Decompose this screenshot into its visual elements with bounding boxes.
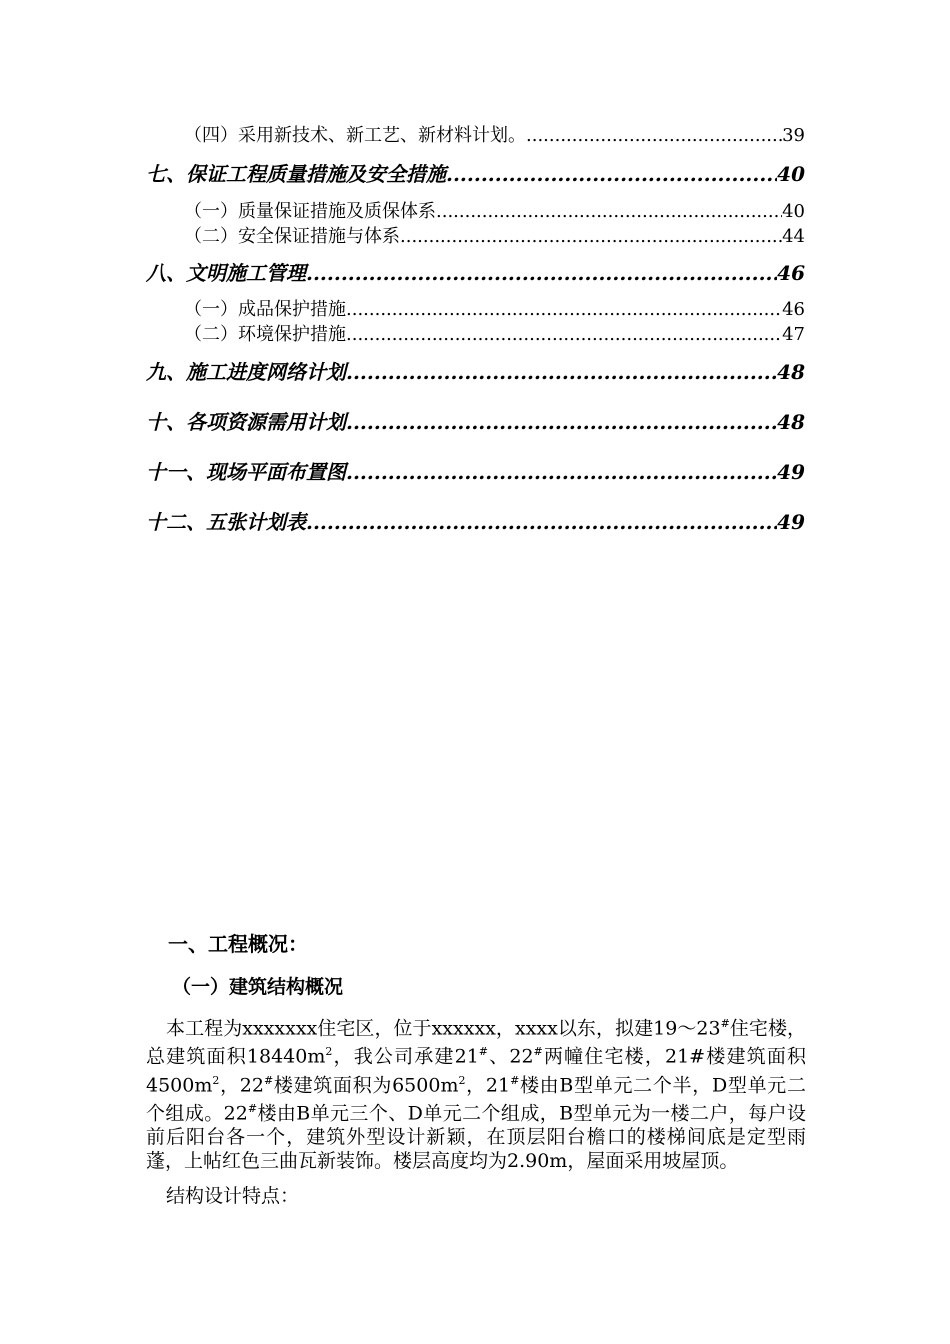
- toc-entry[interactable]: [146, 408, 805, 436]
- overview-paragraph: [146, 1012, 806, 1173]
- superscript: #: [510, 1073, 520, 1087]
- toc-entry[interactable]: [184, 323, 805, 347]
- text-run: 本工程为xxxxxxx住宅区，位于xxxxxx，xxxx以东，拟建19～23: [166, 1017, 721, 1040]
- toc-leader-dots: [346, 358, 777, 386]
- toc-entry[interactable]: [146, 160, 805, 188]
- toc-entry-page: 40: [782, 201, 805, 222]
- toc-entry-label: （二）环境保护措施: [184, 324, 346, 345]
- toc-leader-dots: [346, 298, 782, 322]
- toc-entry-label: （四）采用新技术、新工艺、新材料计划。: [184, 125, 526, 146]
- toc-entry-label: （一）质量保证措施及质保体系: [184, 201, 436, 222]
- toc-leader-dots: [306, 259, 777, 287]
- toc-entry-page: 48: [777, 360, 805, 384]
- toc-entry[interactable]: [184, 200, 805, 224]
- toc-leader-dots: [526, 124, 782, 148]
- toc-entry-label: 十二、五张计划表: [146, 510, 306, 534]
- toc-entry-page: 44: [782, 226, 805, 247]
- text-run: 、22: [488, 1045, 534, 1068]
- toc-entry-label: 十、各项资源需用计划: [146, 410, 346, 434]
- text-run: 楼由B单元三个、D单元二个组成，B型单元为一楼二户，每户设前后阳台各一个，建筑外型设计新颖，在顶层阳台檐口的楼梯间底是定型雨蓬，上帖红色三曲瓦新装饰。楼层高度均为2.90m，屋面采用坡屋顶。: [146, 1102, 806, 1173]
- superscript: 2: [325, 1045, 333, 1059]
- superscript: #: [247, 1101, 258, 1115]
- superscript: 2: [212, 1073, 220, 1087]
- text-run: 两幢住宅楼，21#楼建筑面积4500m: [146, 1045, 806, 1096]
- toc-entry-page: 47: [782, 324, 805, 345]
- structure-features-paragraph: 结构设计特点：: [166, 1185, 300, 1207]
- toc-entry[interactable]: [146, 259, 805, 287]
- toc-entry-label: 七、保证工程质量措施及安全措施: [146, 162, 446, 186]
- toc-entry-page: 48: [777, 410, 805, 434]
- toc-leader-dots: [436, 200, 782, 224]
- text-run: 楼建筑面积为6500m: [273, 1073, 459, 1096]
- text-run: ，22: [219, 1073, 264, 1096]
- toc-entry-page: 49: [777, 460, 805, 484]
- text-run: 楼由B型单元二个半，D型单元二个组成。22: [146, 1073, 806, 1125]
- text-run: ，21: [465, 1073, 511, 1096]
- superscript: #: [533, 1045, 543, 1059]
- superscript: #: [478, 1045, 488, 1059]
- section-subheading: （一）建筑结构概况: [172, 976, 344, 998]
- section-heading: 一、工程概况：: [168, 932, 308, 956]
- text-run: 住宅楼，总建筑面积18440m: [146, 1017, 806, 1068]
- toc-leader-dots: [400, 225, 782, 249]
- toc-entry[interactable]: [146, 508, 805, 536]
- toc-leader-dots: [306, 508, 777, 536]
- toc-entry-label: （二）安全保证措施与体系: [184, 226, 400, 247]
- toc-leader-dots: [346, 323, 782, 347]
- toc-entry-label: 八、文明施工管理: [146, 261, 306, 285]
- toc-leader-dots: [346, 408, 777, 436]
- superscript: #: [720, 1017, 730, 1030]
- toc-entry[interactable]: [184, 225, 805, 249]
- toc-entry-page: 40: [777, 162, 805, 186]
- toc-entry[interactable]: [146, 358, 805, 386]
- toc-entry-label: （一）成品保护措施: [184, 299, 346, 320]
- toc-leader-dots: [346, 458, 777, 486]
- toc-entry-label: 九、施工进度网络计划: [146, 360, 346, 384]
- superscript: #: [263, 1073, 274, 1087]
- toc-entry[interactable]: [146, 458, 805, 486]
- toc-entry-page: 39: [782, 125, 805, 146]
- toc-leader-dots: [446, 160, 777, 188]
- superscript: 2: [458, 1073, 466, 1087]
- toc-entry[interactable]: [184, 124, 805, 148]
- toc-entry-label: 十一、现场平面布置图: [146, 460, 346, 484]
- toc-entry-page: 49: [777, 510, 805, 534]
- toc-entry-page: 46: [782, 299, 805, 320]
- toc-entry-page: 46: [777, 261, 805, 285]
- toc-entry[interactable]: [184, 298, 805, 322]
- text-run: ，我公司承建21: [332, 1045, 479, 1068]
